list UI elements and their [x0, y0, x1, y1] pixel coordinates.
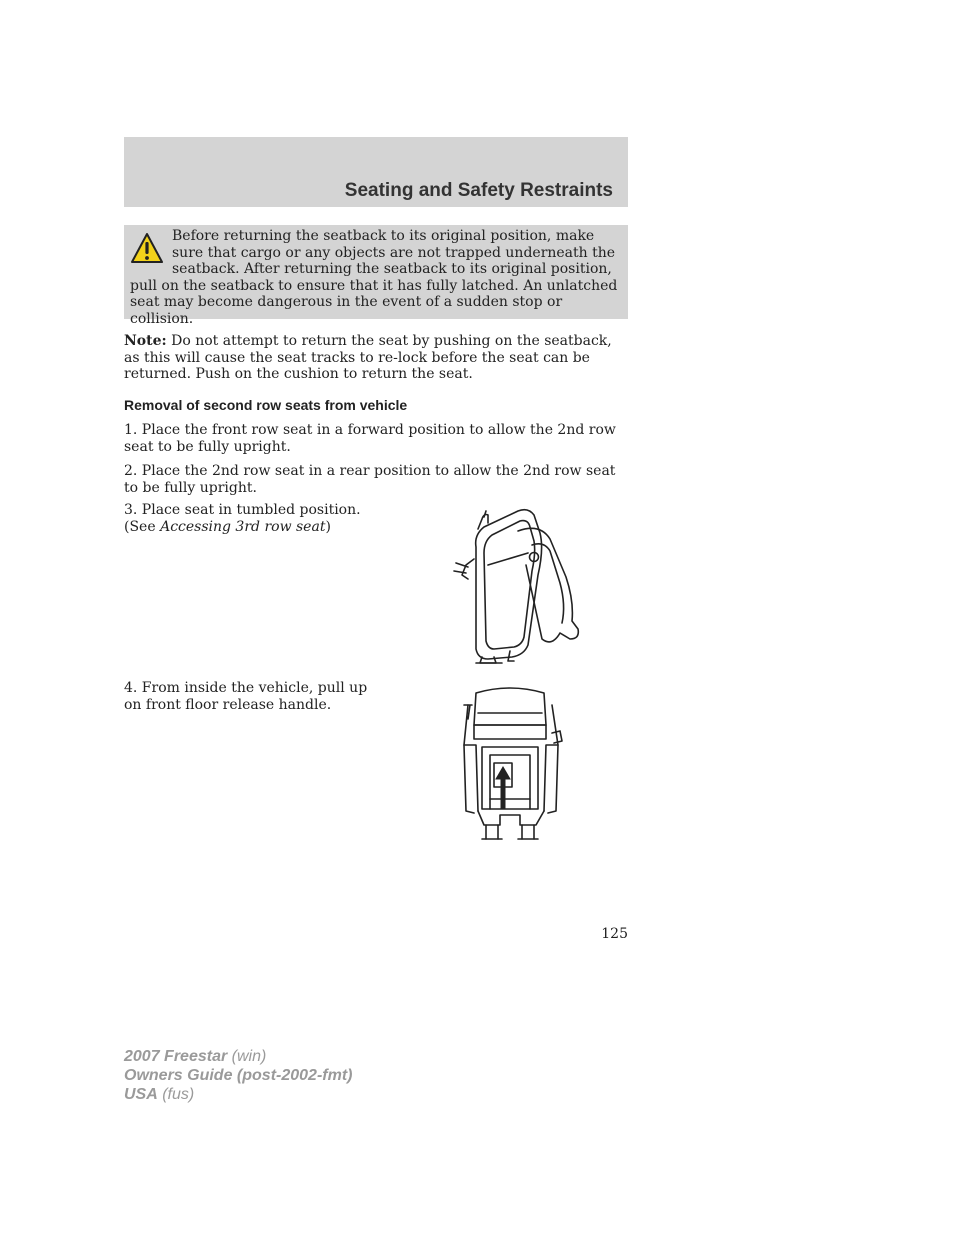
- section-heading: Removal of second row seats from vehicle: [124, 397, 408, 413]
- step-4-line-1: 4. From inside the vehicle, pull up: [124, 680, 368, 696]
- document-footer: [124, 1047, 352, 1104]
- footer-model-code: (win): [227, 1048, 267, 1065]
- step-3-text: 3. Place seat in tumbled position.: [124, 502, 361, 518]
- section-title: Seating and Safety Restraints: [344, 180, 613, 201]
- note-text: Do not attempt to return the seat by pushing on the seatback, as this will cause the seat tracks to re-lock before the seat can be returned. Push on the cushion to return the seat.: [124, 333, 612, 383]
- footer-line-1: [124, 1047, 352, 1066]
- step-4: [124, 680, 424, 713]
- warning-text: Before returning the seatback to its original position, make sure that cargo or any objects are not trapped underneath the seatback. After returning the seatback to its original position, pull on the seatback to ensure that it has fully latched. An unlatched seat may become dangerous in the event of a sudden stop or collision.: [130, 228, 618, 327]
- footer-line-3: [124, 1085, 352, 1104]
- warning-box: [124, 225, 628, 327]
- floor-release-handle-illustration: [460, 685, 570, 843]
- step-3: [124, 502, 424, 535]
- step-3-cross-reference: Accessing 3rd row seat: [160, 518, 326, 535]
- footer-guide: Owners Guide (post-2002-fmt): [124, 1067, 353, 1084]
- step-4-line-2: on front floor release handle.: [124, 696, 332, 713]
- step-1: 1. Place the front row seat in a forward position to allow the 2nd row seat to be fully upright.: [124, 422, 616, 455]
- step-2: 2. Place the 2nd row seat in a rear position to allow the 2nd row seat to be fully upright.: [124, 463, 616, 496]
- footer-market: USA: [124, 1086, 158, 1103]
- footer-line-2: [124, 1066, 352, 1085]
- footer-model: 2007 Freestar: [124, 1048, 228, 1065]
- step-3-see-suffix: ): [325, 518, 331, 535]
- tumbled-seat-illustration: [448, 505, 584, 667]
- section-header-band: [124, 137, 628, 207]
- step-3-see-prefix: (See: [124, 518, 161, 535]
- note-paragraph: [124, 333, 628, 383]
- page-number: 125: [601, 926, 628, 942]
- note-label: Note:: [124, 333, 167, 349]
- warning-triangle-icon: [130, 231, 164, 265]
- footer-market-code: (fus): [157, 1086, 195, 1103]
